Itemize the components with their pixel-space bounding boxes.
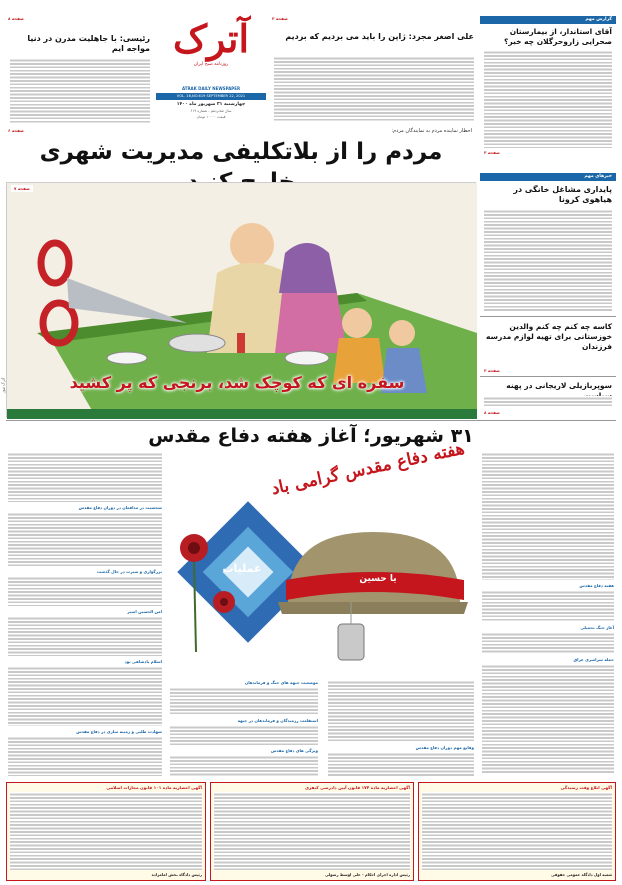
ad-left-title: آگهی احضاریه ماده ۱۰۱ قانون مجازات اسلامی <box>106 785 202 790</box>
sidebar-story2-title[interactable]: پایداری مشاغل خانگی در هیاهوی کرونا <box>513 185 612 205</box>
feature-subhead-5: شهادت طلبی و زمینه سازی در دفاع مقدس <box>76 729 162 734</box>
sidebar-story1-page[interactable]: صفحه ۳ <box>484 150 500 155</box>
sidebar-story3-page[interactable]: صفحه ۳ <box>484 368 500 373</box>
sidebar-story1-title[interactable]: آقای استاندار، از بیمارستان صحرایی زاروحرگلان چه خبر؟ <box>504 27 612 46</box>
sidebar-box-label: گزارش مهم <box>480 16 616 24</box>
top-left-text <box>10 58 150 124</box>
ad-right-footer: شعبه اول دادگاه عمومی حقوقی <box>551 872 612 877</box>
feature-subhead-1: شخصیت در مدافعان در دوران دفاع مقدس <box>78 505 162 510</box>
feature-headline[interactable]: ۳۱ شهریور؛ آغاز هفته دفاع مقدس <box>148 425 474 447</box>
cartoon-block <box>0 182 476 418</box>
cartoon-caption[interactable]: سفره ای که کوچک شد، برنجی که پر کشید <box>69 373 405 392</box>
top-center-title[interactable]: علی اصغر مجرد: ژاپن را باید می بردیم که بردیم <box>285 32 474 41</box>
logo: آترک <box>172 16 250 61</box>
english-title: ATRAK DAILY NEWSPAPER <box>181 86 241 91</box>
sidebar-story4-title[interactable]: سوپربازیلی لاریجانی در پهنه <box>506 381 612 390</box>
feature-subhead-8: حمله سراسری عراق <box>573 657 614 662</box>
ad-center-title: آگهی احضاریه ماده ۱۷۴ قانون آیین دادرسی کیفری <box>305 785 410 790</box>
feature-center-col <box>168 680 476 777</box>
poster-headband-text: یا حسین <box>359 574 397 584</box>
headline-quote: اخطار نماینده مردم به نمایندگان مردم: <box>391 128 472 134</box>
top-center-story <box>270 16 476 126</box>
feature-poster <box>168 438 476 678</box>
ad-center <box>210 782 414 881</box>
feature-subhead-10: موضعیت جبهه های جنگ و فرماندهان <box>244 680 318 685</box>
sub-line: سال شانزدهم - شماره ۶۱۹ <box>190 109 232 113</box>
cartoon-page[interactable]: صفحه ۷ <box>11 185 33 192</box>
issue-line: VOL. 16,NO.619 SEPTEMBER 22, 2021 <box>156 93 266 100</box>
poster-title: هفته دفاع مقدس گرامی باد <box>269 438 467 500</box>
feature-subhead-2: بزرگواری و سیرت در حال گذشت <box>96 569 162 574</box>
top-left-story <box>6 16 152 126</box>
cartoon-credit: آترک نیوز <box>0 377 6 394</box>
sidebar-story2-text <box>484 209 612 311</box>
sidebar-story4-text <box>484 396 612 408</box>
feature-subhead-12: ویژگی های دفاع مقدس <box>270 748 318 753</box>
top-center-text <box>274 56 474 122</box>
ad-right-title: آگهی ابلاغ وقت رسیدگی <box>560 785 612 790</box>
sidebar-story1-text <box>484 50 612 148</box>
top-left-title[interactable]: رئیسی: با جاهلیت مدرن در دنیا مواجه ایم <box>27 34 150 54</box>
feature-right-col <box>480 452 616 777</box>
top-center-page[interactable]: صفحه ۳ <box>272 16 288 21</box>
ad-left-footer: رئیس دادگاه بخش امامزاده <box>151 872 202 877</box>
main-headline-block <box>6 126 476 182</box>
price: قیمت ۱۰۰۰۰ تومان <box>196 115 226 119</box>
sidebar-story4-page[interactable]: صفحه ۸ <box>484 410 500 415</box>
ad-left <box>6 782 206 881</box>
feature-subhead-4: اسلام پادشاهی بود <box>124 659 162 664</box>
feature-subhead-3: امن الحسین اسیر <box>127 609 162 614</box>
top-left-page[interactable]: صفحه ۸ <box>8 16 24 21</box>
ad-right <box>418 782 616 881</box>
masthead <box>156 16 266 128</box>
feature-subhead-11: استقامت رزمندگان و فرماندهان در جبهه <box>237 718 318 723</box>
logo-sub: روزنامه صبح ایران <box>193 62 229 67</box>
sidebar <box>480 16 616 416</box>
feature-subhead-6: هفته دفاع مقدس <box>579 583 614 588</box>
feature-left-col <box>6 452 164 777</box>
ad-center-footer: رئیس اداره اجرای احکام - علی اوسط رسولی <box>325 872 410 877</box>
feature-subhead-7: آغاز جنگ تحمیلی <box>580 625 614 630</box>
headline-page[interactable]: صفحه ۶ <box>8 128 24 133</box>
sidebar-story3-title[interactable]: کاسه چه کنم چه کنم والدین خوزستانی برای تهیه لوازم مدرسه فرزندان <box>486 322 612 352</box>
feature-subhead-9: وقایع مهم دوران دفاع مقدس <box>415 745 474 750</box>
date-fa: چهارشنبه ۳۱ شهریور ماه ۱۴۰۰ <box>176 102 246 107</box>
sidebar-box2-label: خبرهای مهم <box>480 173 616 181</box>
poster-tag: عملیات <box>222 562 262 575</box>
main-headline[interactable]: مردم را از بلاتکلیفی مدیریت شهری <box>39 139 443 165</box>
